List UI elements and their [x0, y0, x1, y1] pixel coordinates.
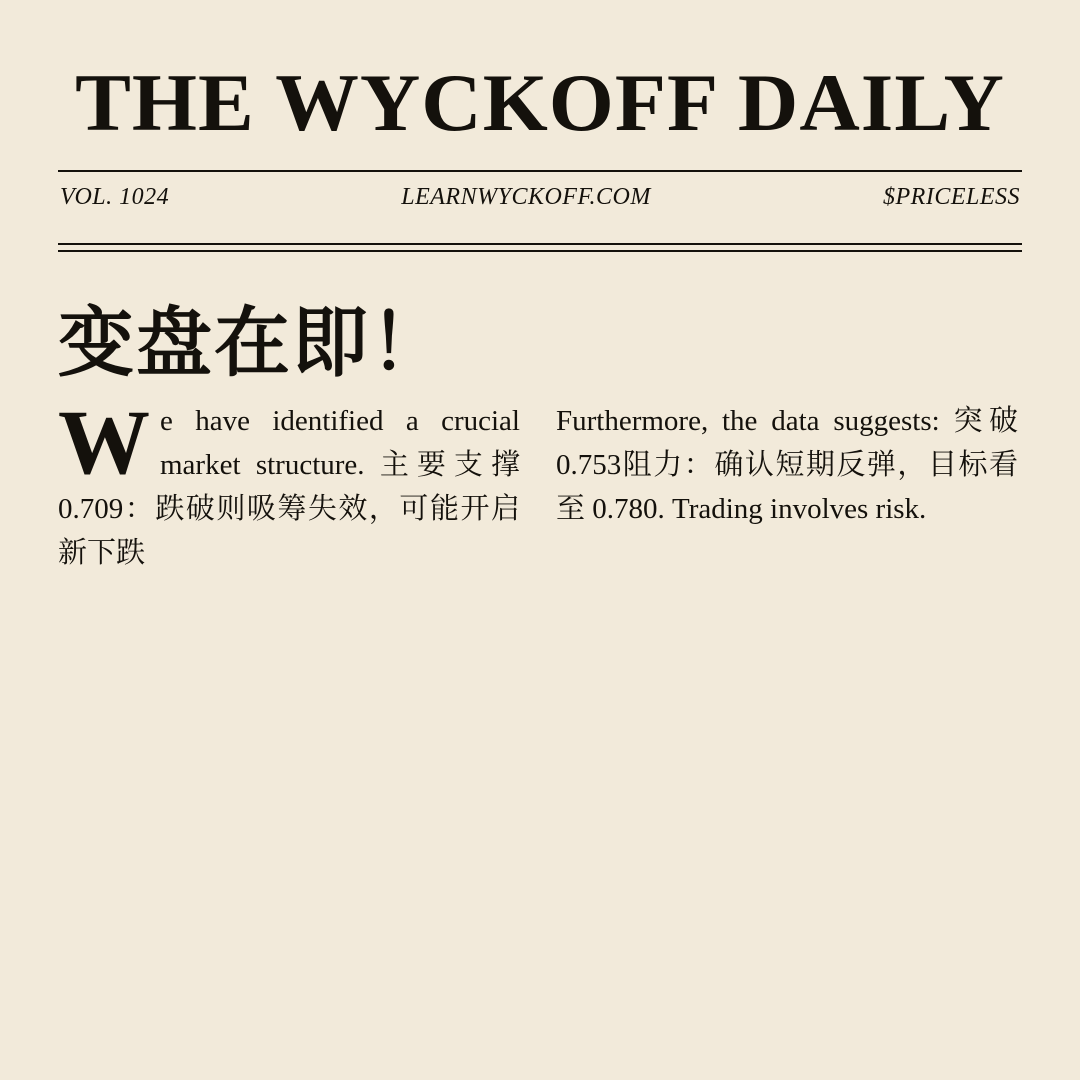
- article-column-right: [556, 399, 1018, 575]
- article-body-left: [58, 391, 520, 575]
- article-columns: [58, 391, 1022, 575]
- info-bar: [58, 172, 1022, 223]
- article-column-left: [58, 391, 520, 575]
- masthead: [58, 0, 1022, 148]
- masthead-divider-middle: [58, 243, 1022, 245]
- page-title: THE WYCKOFF DAILY: [75, 57, 1005, 148]
- article-headline: 变盘在即！: [58, 298, 448, 387]
- drop-cap: W: [58, 391, 150, 494]
- article-body-left-text: e have identified a crucial market structure. 主要支撑 0.709：跌破则吸筹失效，可能开启新下跌: [58, 405, 520, 570]
- volume-label: VOL. 1024: [60, 184, 170, 210]
- article-body-right: Furthermore, the data suggests: 突破0.753阻力：确认短期反弹，目标看至 0.780. Trading involves risk.: [556, 405, 1018, 526]
- masthead-divider-bottom: [58, 250, 1022, 252]
- website-label: LEARNWYCKOFF.COM: [401, 184, 651, 210]
- price-label: $PRICELESS: [883, 184, 1020, 210]
